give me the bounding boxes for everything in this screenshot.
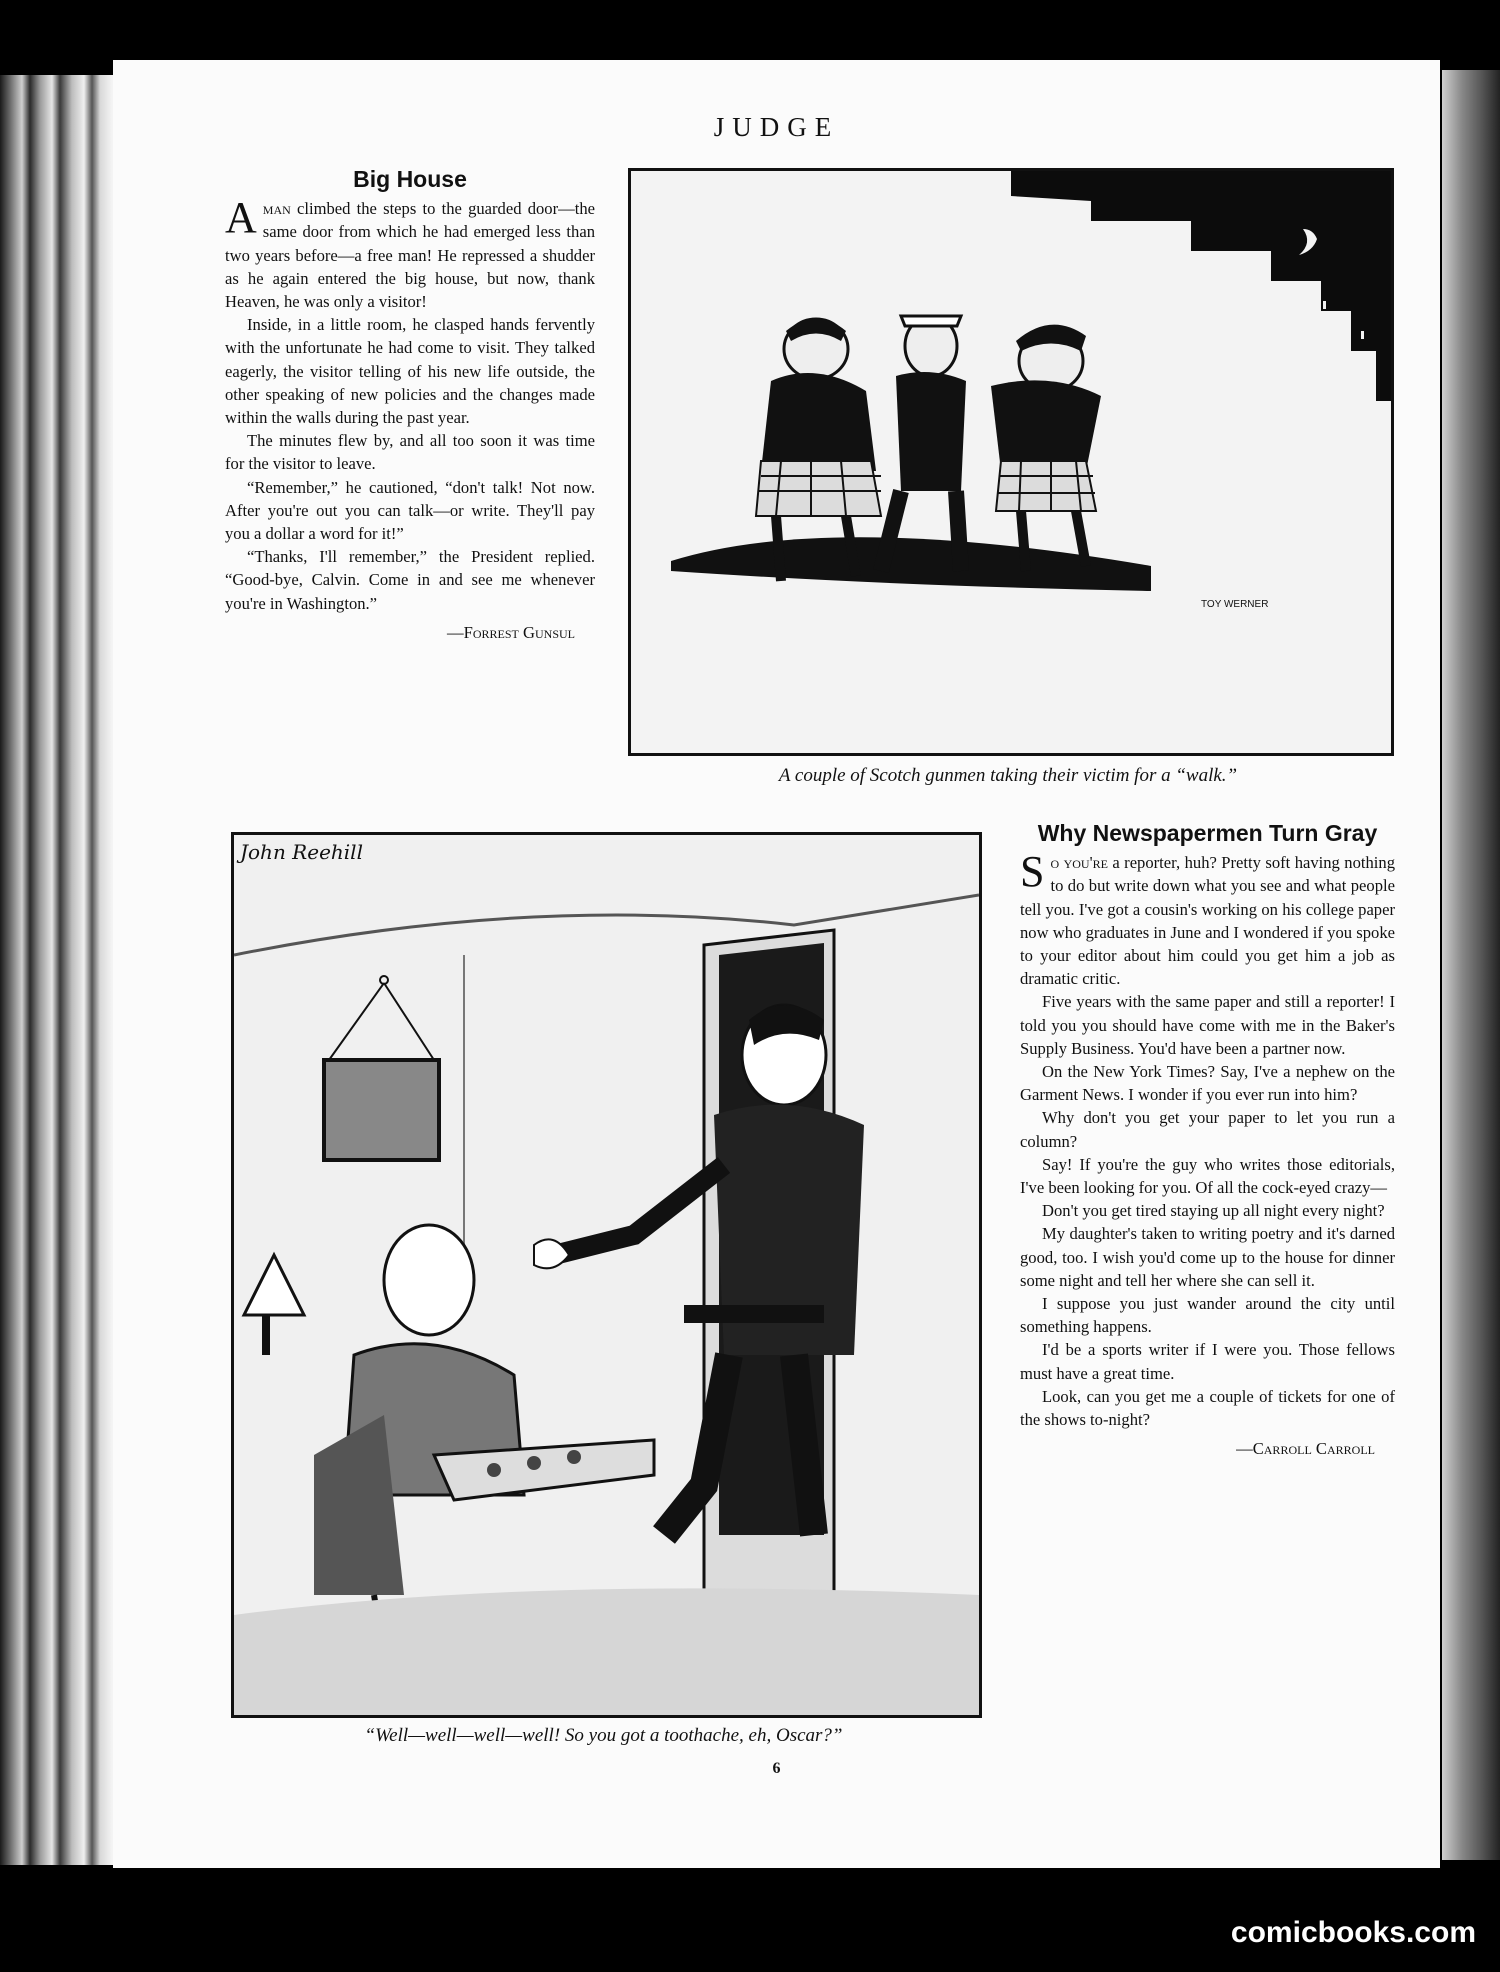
- lead-smallcaps: o you're: [1050, 853, 1108, 873]
- big-house-byline: —Forrest Gunsul: [447, 622, 575, 642]
- big-house-title: Big House: [353, 166, 467, 192]
- dropcap: S: [1020, 847, 1045, 897]
- magazine-page: [113, 60, 1440, 1868]
- newspapermen-paragraph-8: I suppose you just wander around the city until something happens.: [1020, 1294, 1395, 1337]
- book-binding: [0, 75, 125, 1865]
- newspapermen-title: Why Newspapermen Turn Gray: [1037, 820, 1378, 846]
- newspapermen-paragraph-9: I'd be a sports writer if I were you. Those fellows must have a great time.: [1020, 1340, 1395, 1383]
- cartoon-top-caption: A couple of Scotch gunmen taking their victim for a “walk.”: [778, 765, 1238, 786]
- lead-smallcaps: man: [262, 199, 291, 219]
- newspapermen-paragraph-5: Say! If you're the guy who writes those editorials, I've been looking for you. Of all the cock-eyed crazy—: [1020, 1154, 1395, 1198]
- big-house-paragraph-3: The minutes flew by, and all too soon it was time for the visitor to leave.: [225, 431, 595, 474]
- newspapermen-paragraph-2: Five years with the same paper and still a reporter! I told you you should have come with me in the Baker's Supply Business. You'd have been a partner now.: [1020, 992, 1395, 1058]
- page-number: 6: [772, 1760, 781, 1777]
- newspapermen-byline: —Carroll Carroll: [1236, 1439, 1375, 1459]
- big-house-paragraph-1: [225, 193, 595, 313]
- masthead: JUDGE: [713, 112, 840, 142]
- cartoon-toothache: [231, 832, 982, 1718]
- dropcap: A: [225, 193, 257, 243]
- site-watermark: comicbooks.com: [1230, 1916, 1476, 1949]
- paragraph-text: climbed the steps to the guarded door—the same door from which he had emerged less than two years before—a free man! He repressed a shudder as he again entered the big house, but now, thank Heaven, he was only a visitor!: [225, 199, 595, 312]
- big-house-paragraph-4: “Remember,” he cautioned, “don't talk! Not now. After you're out you can talk—or write. They'll pay you a dollar a word for it!”: [225, 477, 595, 544]
- book-edge-right: [1442, 70, 1500, 1860]
- big-house-paragraph-2: Inside, in a little room, he clasped hands fervently with the unfortunate he had come to visit. They talked eagerly, the visitor telling of his new life outside, the other speaking of new policies and the changes made within the walls during the past year.: [225, 315, 595, 428]
- big-house-paragraph-5: “Thanks, I'll remember,” the President replied. “Good-bye, Calvin. Come in and see me whenever you're in Washington.”: [225, 547, 595, 613]
- cartoon-bottom-caption: “Well—well—well—well! So you got a toothache, eh, Oscar?”: [364, 1725, 843, 1746]
- newspapermen-paragraph-7: My daughter's taken to writing poetry and it's darned good, too. I wish you'd come up to the house for dinner some night and tell her where she can sell it.: [1020, 1224, 1395, 1290]
- newspapermen-paragraph-1: [1020, 847, 1395, 990]
- newspapermen-paragraph-10: Look, can you get me a couple of tickets for one of the shows to-night?: [1020, 1386, 1395, 1430]
- paragraph-text: a reporter, huh? Pretty soft having nothing to do but write down what you see and what people tell you. I've got a cousin's working on his college paper now who graduates in June and I wondered if you spoke to your editor about him could you get him a job as dramatic critic.: [1020, 853, 1395, 989]
- newspapermen-paragraph-3: On the New York Times? Say, I've a nephew on the Garment News. I wonder if you ever run into him?: [1020, 1062, 1395, 1105]
- cartoon-bottom-signature: John Reehill: [240, 840, 363, 864]
- cartoon-illustration-top: [631, 171, 1391, 753]
- newspapermen-article: [1020, 822, 1395, 1460]
- cartoon-top-signature: TOY WERNER: [1201, 599, 1269, 610]
- newspapermen-paragraph-4: Why don't you get your paper to let you run a column?: [1020, 1108, 1395, 1151]
- big-house-article: [225, 168, 595, 644]
- newspapermen-paragraph-6: Don't you get tired staying up all night every night?: [1042, 1201, 1385, 1221]
- cartoon-illustration-bottom: [234, 835, 979, 1715]
- cartoon-scotch-gunmen: [628, 168, 1394, 756]
